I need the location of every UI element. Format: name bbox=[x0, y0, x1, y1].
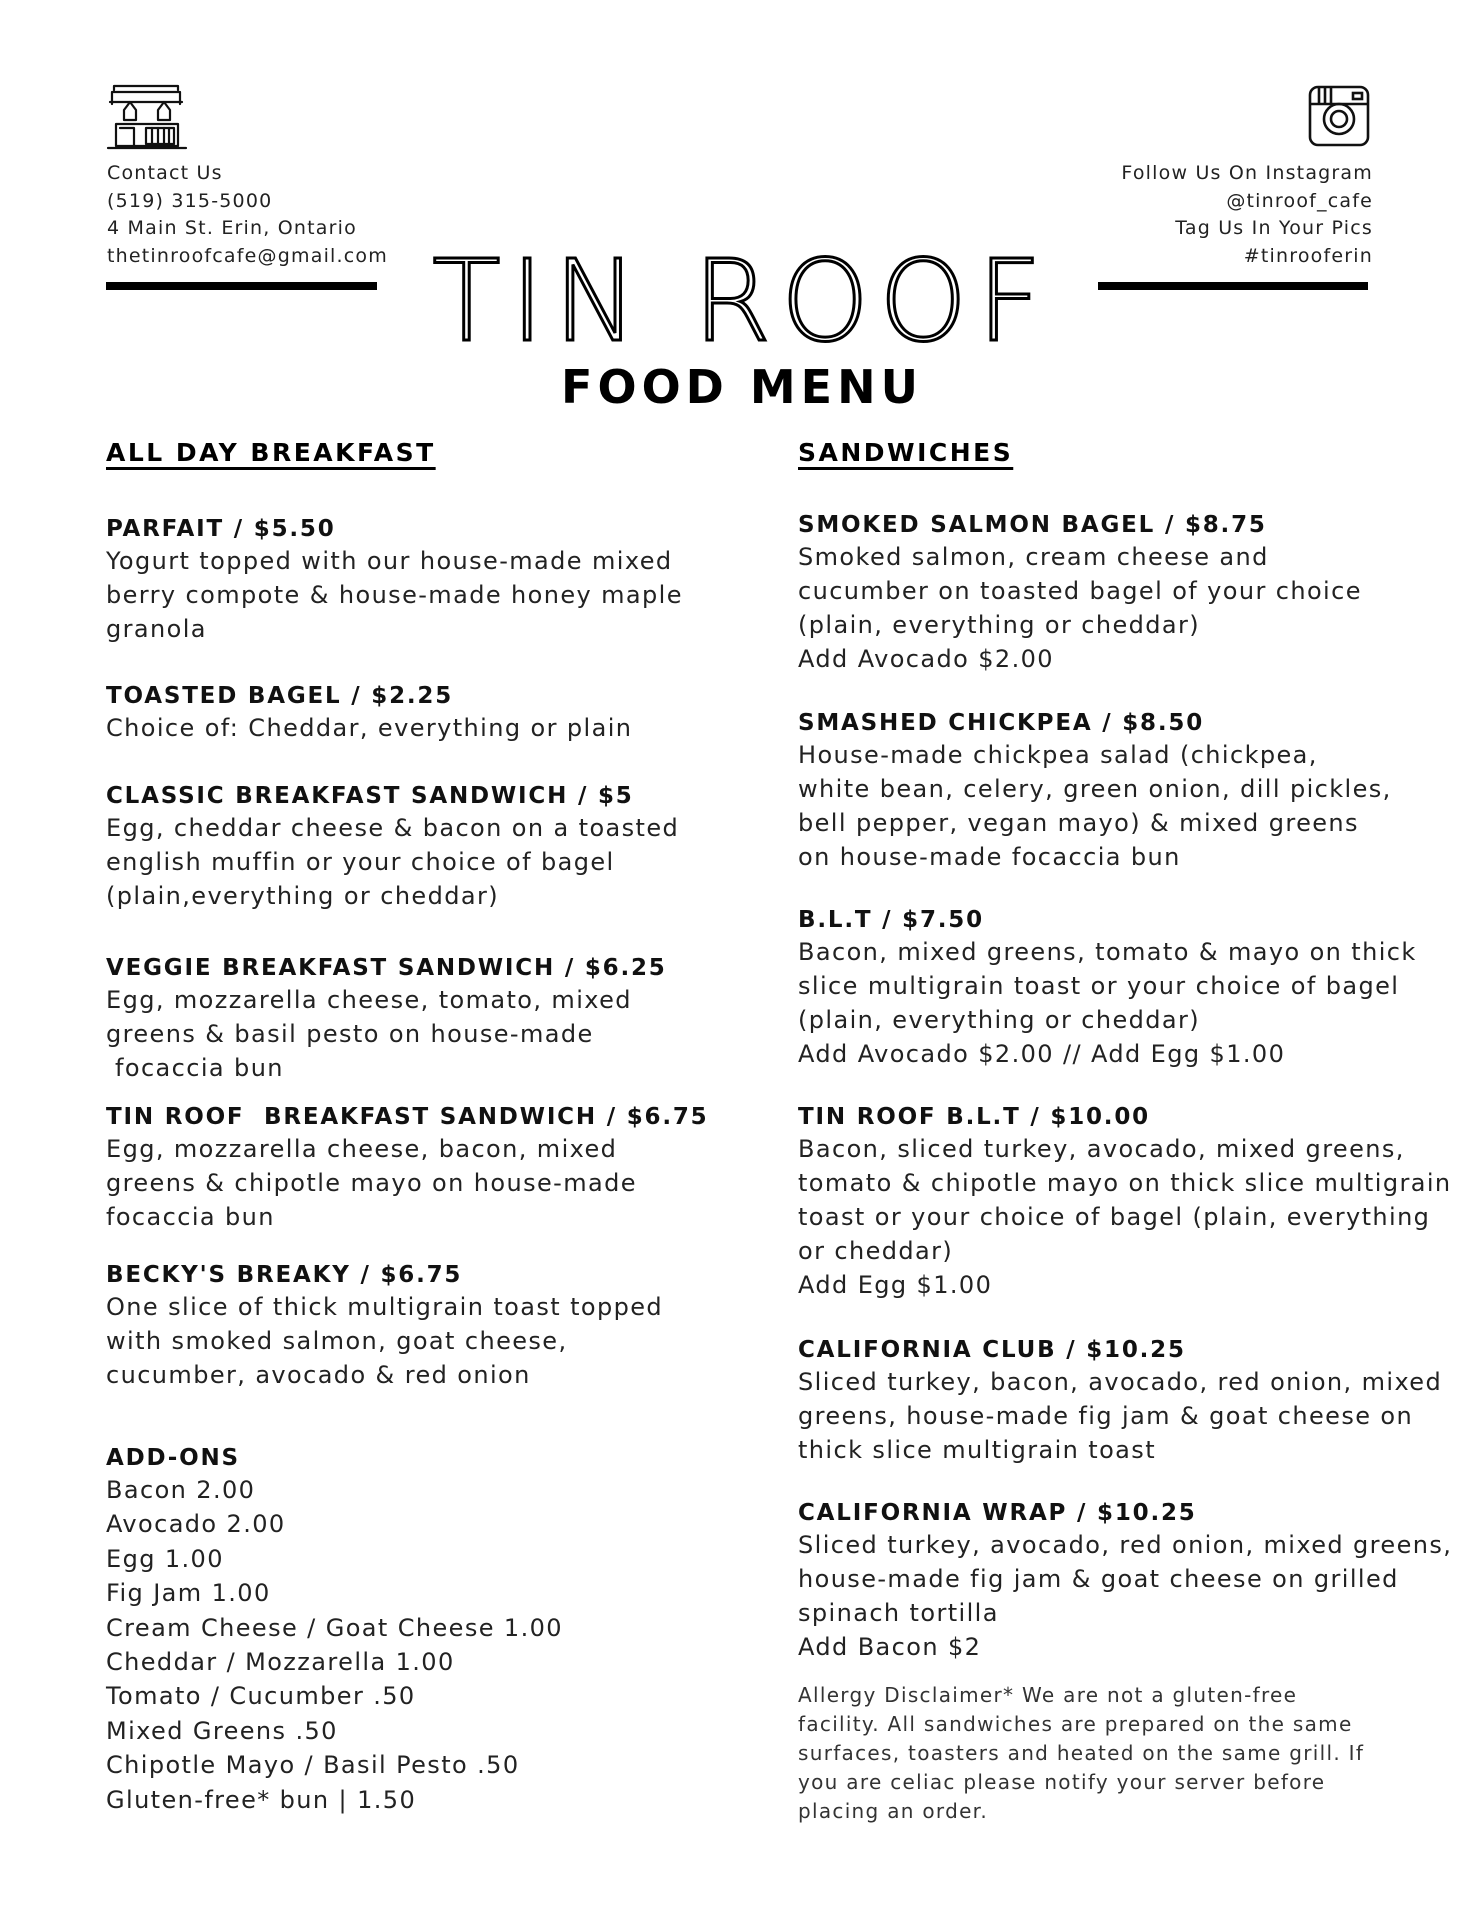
item-name: CALIFORNIA WRAP / $10.25 bbox=[798, 1500, 1197, 1526]
item-desc-line: or cheddar) bbox=[798, 1237, 954, 1265]
addon-item: Cheddar / Mozzarella 1.00 bbox=[106, 1648, 455, 1677]
instagram-tag-text: Tag Us In Your Pics bbox=[1175, 217, 1373, 239]
item-desc-line: bell pepper, vegan mayo) & mixed greens bbox=[798, 809, 1359, 837]
menu-item-veggie-breakfast-sandwich bbox=[106, 953, 706, 1085]
menu-item-tin-roof-breakfast-sandwich bbox=[106, 1102, 709, 1234]
addon-item: Gluten-free* bun | 1.50 bbox=[106, 1785, 417, 1814]
item-desc-line: house-made fig jam & goat cheese on grilled bbox=[798, 1565, 1399, 1593]
addon-item: Egg 1.00 bbox=[106, 1544, 224, 1573]
item-desc-line: greens & chipotle mayo on house-made bbox=[106, 1169, 637, 1197]
menu-subtitle: FOOD MENU bbox=[561, 360, 923, 414]
menu-item-blt bbox=[798, 905, 1417, 1071]
menu-item-parfait bbox=[106, 514, 706, 646]
sandwiches-section-title: SANDWICHES bbox=[798, 438, 1014, 467]
menu-item-beckys-breaky bbox=[106, 1260, 706, 1392]
menu-item-smashed-chickpea bbox=[798, 708, 1398, 874]
item-desc-line: slice multigrain toast or your choice of bagel bbox=[798, 972, 1400, 1000]
item-desc-line: Egg, mozzarella cheese, bacon, mixed bbox=[106, 1135, 618, 1163]
item-desc-line: Yogurt topped with our house-made mixed bbox=[106, 547, 673, 575]
item-desc-line: english muffin or your choice of bagel bbox=[106, 848, 615, 876]
contact-address: 4 Main St. Erin, Ontario bbox=[107, 217, 357, 239]
item-desc-line: Choice of: Cheddar, everything or plain bbox=[106, 714, 633, 742]
contact-email[interactable]: thetinroofcafe@gmail.com bbox=[107, 244, 388, 267]
disclaimer-line: Allergy Disclaimer* We are not a gluten-free bbox=[798, 1683, 1298, 1707]
disclaimer-line: you are celiac please notify your server before bbox=[798, 1770, 1326, 1794]
addon-item: Avocado 2.00 bbox=[106, 1510, 286, 1539]
item-desc-line: Add Avocado $2.00 bbox=[798, 645, 1054, 673]
item-desc-line: Egg, cheddar cheese & bacon on a toasted bbox=[106, 814, 680, 842]
contact-heading: Contact Us bbox=[107, 162, 223, 184]
item-name: VEGGIE BREAKFAST SANDWICH / $6.25 bbox=[106, 955, 667, 981]
addon-item: Bacon 2.00 bbox=[106, 1476, 256, 1504]
disclaimer-line: surfaces, toasters and heated on the same grill. If bbox=[798, 1741, 1365, 1765]
item-name: TIN ROOF BREAKFAST SANDWICH / $6.75 bbox=[106, 1104, 709, 1130]
item-desc-line: on house-made focaccia bun bbox=[798, 843, 1181, 871]
item-name: SMASHED CHICKPEA / $8.50 bbox=[798, 710, 1204, 736]
item-desc-line: spinach tortilla bbox=[798, 1599, 999, 1627]
menu-item-california-club bbox=[798, 1335, 1443, 1467]
addons-section bbox=[106, 1443, 706, 1817]
addon-item: Mixed Greens .50 bbox=[106, 1716, 338, 1745]
addon-item: Fig Jam 1.00 bbox=[106, 1579, 271, 1608]
item-desc-line: greens & basil pesto on house-made bbox=[106, 1020, 594, 1048]
item-name: TIN ROOF B.L.T / $10.00 bbox=[798, 1104, 1150, 1130]
item-desc-line: cucumber on toasted bagel of your choice bbox=[798, 577, 1362, 605]
disclaimer-line: placing an order. bbox=[798, 1799, 989, 1823]
item-desc-line: focaccia bun bbox=[106, 1054, 284, 1082]
item-name: BECKY'S BREAKY / $6.75 bbox=[106, 1262, 463, 1288]
item-desc-line: (plain, everything or cheddar) bbox=[798, 1006, 1201, 1034]
house-icon bbox=[106, 82, 188, 150]
item-desc-line: thick slice multigrain toast bbox=[798, 1436, 1157, 1464]
item-name: SMOKED SALMON BAGEL / $8.75 bbox=[798, 512, 1267, 538]
item-desc-line: Sliced turkey, avocado, red onion, mixed greens, bbox=[798, 1531, 1453, 1559]
addons-title: ADD-ONS bbox=[106, 1445, 240, 1471]
instagram-handle[interactable]: @tinroof_cafe bbox=[1226, 189, 1373, 212]
item-desc-line: granola bbox=[106, 615, 207, 643]
item-desc-line: white bean, celery, green onion, dill pickles, bbox=[798, 775, 1392, 803]
allergy-disclaimer bbox=[798, 1681, 1398, 1826]
camera-icon bbox=[1307, 84, 1371, 148]
restaurant-title: TIN ROOF bbox=[432, 237, 1052, 367]
item-desc-line: Sliced turkey, bacon, avocado, red onion, mixed bbox=[798, 1368, 1443, 1396]
item-name: B.L.T / $7.50 bbox=[798, 907, 984, 933]
menu-item-toasted-bagel bbox=[106, 681, 706, 745]
item-name: TOASTED BAGEL / $2.25 bbox=[106, 683, 454, 709]
menu-item-classic-breakfast-sandwich bbox=[106, 781, 706, 913]
item-name: CLASSIC BREAKFAST SANDWICH / $5 bbox=[106, 783, 634, 809]
item-desc-line: cucumber, avocado & red onion bbox=[106, 1361, 531, 1389]
item-desc-line: Add Bacon $2 bbox=[798, 1633, 982, 1661]
item-desc-line: Smoked salmon, cream cheese and bbox=[798, 543, 1269, 571]
item-desc-line: tomato & chipotle mayo on thick slice multigrain bbox=[798, 1169, 1452, 1197]
item-desc-line: greens, house-made fig jam & goat cheese on bbox=[798, 1402, 1414, 1430]
item-name: CALIFORNIA CLUB / $10.25 bbox=[798, 1337, 1186, 1363]
item-desc-line: House-made chickpea salad (chickpea, bbox=[798, 741, 1318, 769]
item-desc-line: Bacon, mixed greens, tomato & mayo on thick bbox=[798, 938, 1417, 966]
contact-phone[interactable]: (519) 315-5000 bbox=[107, 189, 273, 212]
item-desc-line: (plain, everything or cheddar) bbox=[798, 611, 1201, 639]
item-desc-line: (plain,everything or cheddar) bbox=[106, 882, 500, 910]
addon-item: Chipotle Mayo / Basil Pesto .50 bbox=[106, 1751, 520, 1780]
item-desc-line: Egg, mozzarella cheese, tomato, mixed bbox=[106, 986, 632, 1014]
item-desc-line: berry compote & house-made honey maple bbox=[106, 581, 683, 609]
disclaimer-line: facility. All sandwiches are prepared on the same bbox=[798, 1712, 1353, 1736]
instagram-heading: Follow Us On Instagram bbox=[1121, 162, 1373, 184]
item-name: PARFAIT / $5.50 bbox=[106, 516, 336, 542]
breakfast-section-title: ALL DAY BREAKFAST bbox=[106, 438, 436, 467]
item-desc-line: toast or your choice of bagel (plain, everything bbox=[798, 1203, 1431, 1231]
item-desc-line: Bacon, sliced turkey, avocado, mixed greens, bbox=[798, 1135, 1405, 1163]
item-desc-line: Add Avocado $2.00 // Add Egg $1.00 bbox=[798, 1040, 1286, 1068]
menu-item-smoked-salmon-bagel bbox=[798, 510, 1398, 676]
addon-item: Cream Cheese / Goat Cheese 1.00 bbox=[106, 1613, 563, 1642]
instagram-hashtag[interactable]: #tinrooferin bbox=[1243, 244, 1373, 267]
item-desc-line: with smoked salmon, goat cheese, bbox=[106, 1327, 568, 1355]
menu-item-tin-roof-blt bbox=[798, 1102, 1452, 1302]
addon-item: Tomato / Cucumber .50 bbox=[106, 1682, 416, 1711]
menu-item-california-wrap bbox=[798, 1498, 1453, 1664]
item-desc-line: Add Egg $1.00 bbox=[798, 1271, 993, 1299]
item-desc-line: focaccia bun bbox=[106, 1203, 275, 1231]
item-desc-line: One slice of thick multigrain toast topped bbox=[106, 1293, 664, 1321]
